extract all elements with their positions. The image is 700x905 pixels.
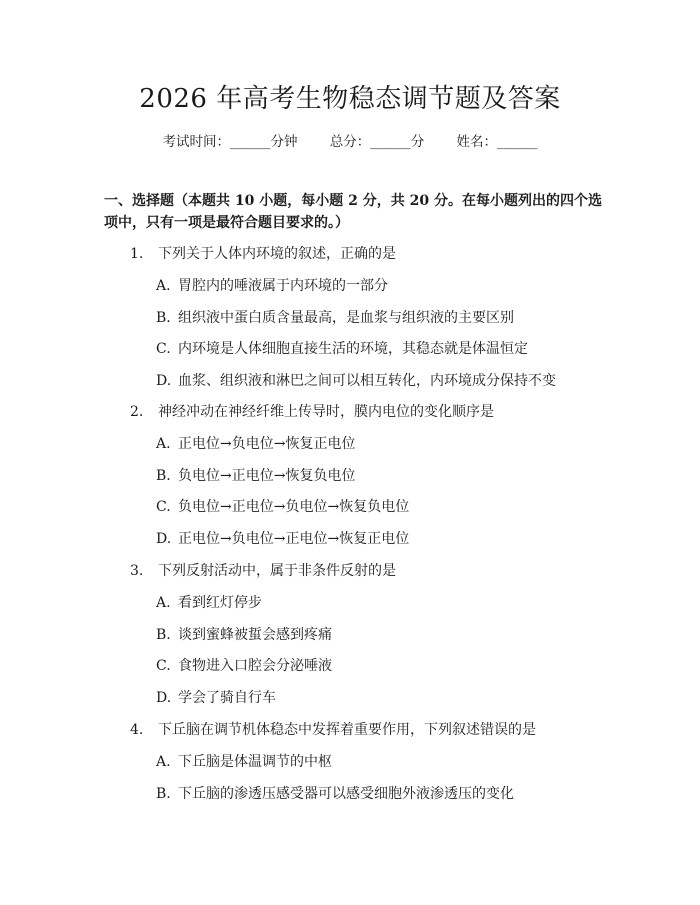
option-letter: A. bbox=[156, 436, 171, 452]
question-1-option-b bbox=[156, 308, 514, 328]
question-4-option-a bbox=[156, 752, 332, 772]
page-title: 2026 年高考生物稳态调节题及答案 bbox=[139, 84, 561, 114]
question-1-option-a bbox=[156, 276, 388, 296]
question-3-option-c bbox=[156, 656, 332, 676]
option-text: 胃腔内的唾液属于内环境的一部分 bbox=[178, 278, 388, 294]
question-3-option-d bbox=[156, 688, 276, 708]
option-letter: C. bbox=[156, 499, 171, 515]
question-number: 3. bbox=[130, 563, 144, 579]
question-2 bbox=[130, 402, 494, 422]
student-name-field: 姓名：______ bbox=[456, 134, 538, 150]
question-number: 4. bbox=[130, 722, 144, 738]
question-1-option-c bbox=[156, 339, 528, 359]
option-text: 下丘脑是体温调节的中枢 bbox=[178, 754, 332, 770]
total-score-field: 总分：______分 bbox=[329, 134, 425, 150]
option-text: 学会了骑自行车 bbox=[178, 690, 276, 706]
option-letter: A. bbox=[156, 754, 171, 770]
option-text: 食物进入口腔会分泌唾液 bbox=[178, 658, 332, 674]
question-1-option-d bbox=[156, 371, 556, 391]
question-text: 下丘脑在调节机体稳态中发挥着重要作用，下列叙述错误的是 bbox=[158, 722, 536, 738]
question-3-option-a bbox=[156, 593, 262, 613]
question-2-option-b bbox=[156, 466, 355, 486]
option-letter: B. bbox=[156, 627, 171, 643]
question-3 bbox=[130, 561, 396, 581]
option-text: 看到红灯停步 bbox=[178, 595, 262, 611]
exam-info-line bbox=[0, 132, 700, 152]
option-text: 谈到蜜蜂被蜇会感到疼痛 bbox=[178, 627, 332, 643]
question-text: 下列反射活动中，属于非条件反射的是 bbox=[158, 563, 396, 579]
question-4-option-b bbox=[156, 784, 514, 804]
option-letter: C. bbox=[156, 341, 171, 357]
section-heading: 一、选择题（本题共 10 小题，每小题 2 分，共 20 分。在每小题列出的四个选项中，只有一项是最符合题目要求的。） bbox=[104, 193, 602, 231]
question-number: 1. bbox=[130, 246, 144, 262]
option-text: 正电位→负电位→正电位→恢复正电位 bbox=[178, 531, 410, 547]
question-2-option-d bbox=[156, 529, 409, 549]
option-text: 组织液中蛋白质含量最高，是血浆与组织液的主要区别 bbox=[178, 310, 514, 326]
option-text: 负电位→正电位→恢复负电位 bbox=[178, 468, 356, 484]
option-letter: A. bbox=[156, 595, 171, 611]
question-3-option-b bbox=[156, 625, 332, 645]
option-letter: C. bbox=[156, 658, 171, 674]
option-letter: D. bbox=[156, 531, 172, 547]
question-2-option-a bbox=[156, 434, 355, 454]
option-text: 下丘脑的渗透压感受器可以感受细胞外液渗透压的变化 bbox=[178, 786, 514, 802]
option-letter: B. bbox=[156, 310, 171, 326]
option-letter: B. bbox=[156, 468, 171, 484]
question-2-option-c bbox=[156, 497, 409, 517]
option-text: 正电位→负电位→恢复正电位 bbox=[178, 436, 356, 452]
question-1 bbox=[130, 244, 396, 264]
question-text: 下列关于人体内环境的叙述，正确的是 bbox=[158, 246, 396, 262]
option-letter: D. bbox=[156, 690, 172, 706]
option-letter: A. bbox=[156, 278, 171, 294]
question-4 bbox=[130, 720, 536, 740]
option-text: 内环境是人体细胞直接生活的环境，其稳态就是体温恒定 bbox=[178, 341, 528, 357]
option-text: 负电位→正电位→负电位→恢复负电位 bbox=[178, 499, 410, 515]
question-number: 2. bbox=[130, 404, 144, 420]
question-text: 神经冲动在神经纤维上传导时，膜内电位的变化顺序是 bbox=[158, 404, 494, 420]
option-letter: D. bbox=[156, 373, 172, 389]
option-letter: B. bbox=[156, 786, 171, 802]
option-text: 血浆、组织液和淋巴之间可以相互转化，内环境成分保持不变 bbox=[178, 373, 556, 389]
exam-time-field: 考试时间：______分钟 bbox=[162, 134, 298, 150]
